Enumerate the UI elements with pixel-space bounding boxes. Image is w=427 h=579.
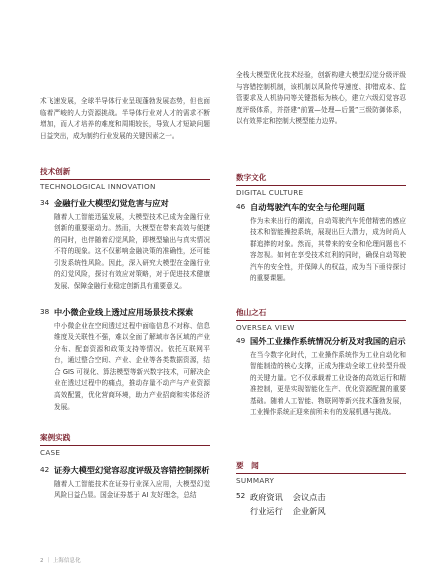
- article-summary: 作为未来出行的潮流，自动驾驶汽车凭借精密的感应技术和智能操控系统，展现出巨大潜力，成为时尚人群追捧的对象。然而，其带来的安全和伦理问题也不容忽视。如何在享受技术红利的同时，确保自动驾驶汽车的安全性，并保障人的权益，成为当下亟待探讨的重要课题。: [250, 216, 406, 283]
- intro-left-text: 术飞速发展，全球半导体行业呈现蓬勃发展态势，但也面临着严峻的人力资源挑战。半导体行业对人才的需求不断增加，而人才培养的难度和周期较长，导致人才短缺问题日益突出，成为制约行业发展的关键因素之一。: [40, 97, 210, 140]
- section-digital: [236, 172, 406, 197]
- page-footer: 2 ｜ 上海信息化: [40, 558, 81, 564]
- article-page-number: 34: [40, 198, 50, 207]
- summary-page-number: 52: [236, 491, 246, 500]
- section-tech-title: 技术创新: [40, 167, 71, 176]
- article-title[interactable]: 国外工业操作系统情况分析及对我国的启示: [250, 336, 406, 346]
- summary-item[interactable]: 政府资讯: [250, 492, 283, 502]
- summary-list: [250, 490, 336, 518]
- section-divider: [236, 185, 406, 186]
- section-tech: [40, 166, 210, 191]
- section-digital-subtitle: DIGITAL CULTURE: [236, 188, 304, 197]
- section-digital-title: 数字文化: [236, 173, 267, 182]
- section-divider: [236, 320, 406, 321]
- section-oversea-subtitle: OVERSEA VIEW: [236, 323, 295, 332]
- intro-right-text: 全栈大模型优化技术经验，创新构建大模型幻觉分级评级与容错控制机制，该机制以风险传导速度、抑错成本、监管要求及人机协同等关键指标为核心，建立六级幻觉容忍度评级体系，并搭建“前置—处理—后置”三级防御体系，以有效界定和控制大模型能力边界。: [236, 71, 406, 126]
- article-summary: 中小微企业在空间透过过程中面临信息不对称、信息维度及关联性不强，难以全面了解域市各区域的产业分布、配套资源和政策支持等情况。依托互联网平台，通过整合空间、产业、企业等各类数据资源，结合 GIS 可视化、算法模型等新兴数字技术，可解决企业在透过过程中的痛点，推动存量不动产与产业资源高效配置，优化营商环境，助力产业招商和实体经济发展。: [54, 321, 210, 411]
- section-summary: [236, 460, 406, 485]
- section-case-title: 案例实践: [40, 433, 71, 442]
- summary-block: [236, 490, 406, 518]
- intro-left: [40, 96, 210, 142]
- article-page-number: 49: [236, 336, 246, 345]
- article-title[interactable]: 自动驾驶汽车的安全与伦理问题: [250, 202, 365, 212]
- article-34[interactable]: [40, 197, 210, 293]
- article-42[interactable]: [40, 464, 210, 502]
- article-49[interactable]: [236, 335, 406, 419]
- article-summary: 在当今数字化时代，工业操作系统作为工业自动化和智能制造的核心支撑，正成为推动全球工业转型升级的关键力量。它不仅承载着工业设备的高效运行和精准控制，更是实现智能化生产、优化资源配置的重要基础。随着人工智能、物联网等新兴技术蓬勃发展，工业操作系统正迎来前所未有的发展机遇与挑战。: [250, 350, 406, 417]
- section-divider: [236, 473, 406, 474]
- article-title[interactable]: 中小微企业线上透过应用场景技术探索: [54, 307, 194, 317]
- section-divider: [40, 179, 210, 180]
- section-oversea: [236, 307, 406, 332]
- article-summary: 随着人工智能迅猛发展，大模型技术已成为金融行业创新的重要驱动力。然而，大模型在带来高效与便捷的同时，也伴随着幻觉风险，即模型输出与真实情况不符的现象。这不仅影响金融决策的准确性，还可能引发系统性风险。因此，深入研究大模型在金融行业的幻觉风险，探讨有效应对策略，对于促进技术健康发展、保障金融行业稳定创新具有重要意义。: [54, 212, 210, 291]
- article-page-number: 46: [236, 202, 246, 211]
- intro-right: [236, 70, 406, 128]
- article-46[interactable]: [236, 201, 406, 285]
- section-case-subtitle: CASE: [40, 448, 61, 457]
- article-page-number: 42: [40, 465, 50, 474]
- article-summary: 随着人工智能技术在证券行业深入应用，大模型幻觉风险日益凸显。国金证券基于 AI 友好理念，总结: [54, 479, 210, 500]
- section-case: [40, 432, 210, 457]
- section-oversea-title: 他山之石: [236, 308, 267, 317]
- section-divider: [40, 445, 210, 446]
- summary-item[interactable]: 企业新风: [292, 506, 326, 516]
- summary-item[interactable]: 会议点击: [292, 492, 326, 502]
- section-summary-subtitle: SUMMARY: [236, 476, 275, 485]
- article-title[interactable]: 证券大模型幻觉容忍度评级及容错控制探析: [54, 465, 210, 475]
- article-title[interactable]: 金融行业大模型幻觉危害与应对: [54, 198, 169, 208]
- section-summary-title: 要 闻: [236, 461, 259, 470]
- article-38[interactable]: [40, 306, 210, 413]
- summary-item[interactable]: 行业运行: [250, 506, 283, 516]
- section-tech-subtitle: TECHNOLOGICAL INNOVATION: [40, 182, 156, 191]
- article-page-number: 38: [40, 307, 50, 316]
